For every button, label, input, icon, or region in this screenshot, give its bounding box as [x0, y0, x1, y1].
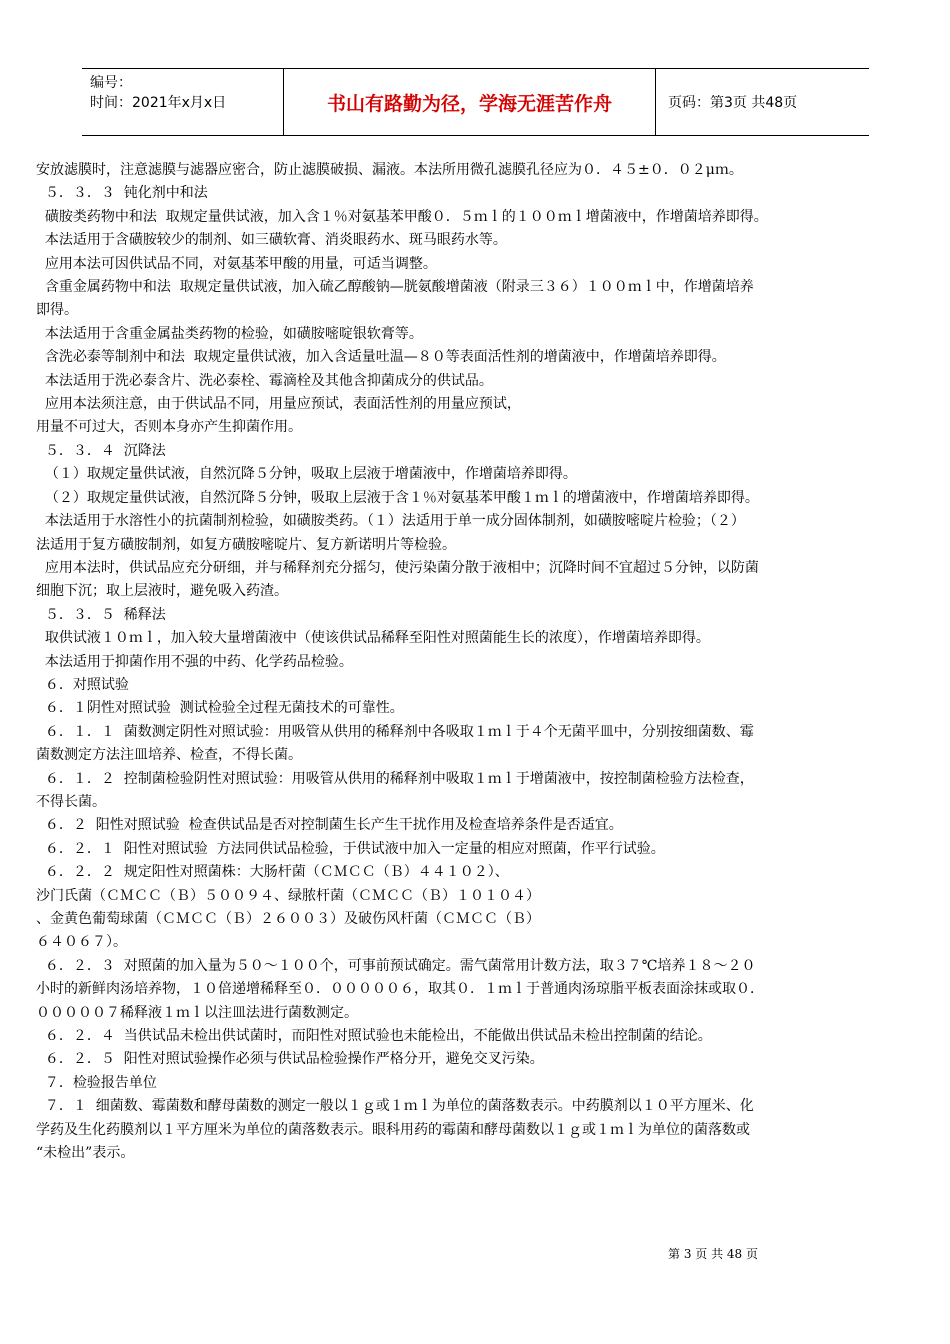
text-line: 沙门氏菌（ＣＭＣＣ（Ｂ）５００９４、绿脓杆菌（ＣＭＣＣ（Ｂ）１０１０４） [36, 887, 540, 904]
header-info-cell [82, 69, 284, 135]
text-line: 安放滤膜时，注意滤膜与滤器应密合，防止滤膜破损、漏液。本法所用微孔滤膜孔径应为０．４５±０．０２μｍ。 [36, 162, 743, 178]
page-header [82, 68, 869, 136]
text-line: ６４０６７）。 [36, 934, 127, 951]
text-line: ７．１ 细菌数、霉菌数和酵母菌数的测定一般以１ｇ或１ｍｌ为单位的菌落数表示。中药膜剂以１０平方厘米、化 [36, 1098, 754, 1115]
text-line: 本法适用于含重金属盐类药物的检验，如磺胺嘧啶银软膏等。 [36, 325, 423, 342]
text-line: 取供试液１０ｍｌ，加入较大量增菌液中（使该供试品稀释至阳性对照菌能生长的浓度），作增菌培养即得。 [36, 630, 710, 647]
text-line: ６．２ 阳性对照试验 检查供试品是否对控制菌生长产生干扰作用及检查培养条件是否适宜。 [36, 817, 623, 834]
text-line: “未检出”表示。 [36, 1145, 135, 1162]
text-line: 本法适用于抑菌作用不强的中药、化学药品检验。 [36, 653, 353, 670]
text-line: ６．２．１ 阳性对照试验 方法同供试品检验，于供试液中加入一定量的相应对照菌，作平行试验。 [36, 840, 665, 857]
text-line: 磺胺类药物中和法 取规定量供试液，加入含１％对氨基苯甲酸０．５ｍｌ的１００ｍｌ增菌液中，作增菌培养即得。 [36, 208, 768, 225]
text-line: 本法适用于含磺胺较少的制剂、如三磺软膏、消炎眼药水、斑马眼药水等。 [36, 232, 507, 249]
text-line: ６．对照试验 [36, 676, 129, 693]
text-line: 即得。 [36, 302, 78, 319]
text-line: 学药及生化药膜剂以１平方厘米为单位的菌落数表示。眼科用药的霉菌和酵母菌数以１ｇ或１ｍｌ为单位的菌落数或 [36, 1121, 750, 1138]
text-line: ６．１．２ 控制菌检验阴性对照试验：用吸管从供用的稀释剂中吸取１ｍｌ于增菌液中，按控制菌检验方法检查， [36, 770, 754, 787]
document-date: 时间：2021年x月x日 [90, 95, 227, 111]
text-line: ６．２．４ 当供试品未检出供试菌时，而阳性对照试验也未能检出，不能做出供试品未检出控制菌的结论。 [36, 1028, 712, 1045]
document-number: 编号： [90, 75, 132, 91]
text-line: 含重金属药物中和法 取规定量供试液，加入硫乙醇酸钠—胱氨酸增菌液（附录三３６）１００ｍｌ中，作增菌培养 [36, 279, 754, 296]
text-line: ６．２．３ 对照菌的加入量为５０～１００个，可事前预试确定。需气菌常用计数方法，取３７℃培养１８～２０ [36, 957, 756, 974]
text-line: ７．检验报告单位 [36, 1074, 157, 1091]
text-line: 用量不可过大，否则本身亦产生抑菌作用。 [36, 419, 302, 436]
text-line: （２）取规定量供试液，自然沉降５分钟，吸取上层液于含１％对氨基苯甲酸１ｍｌ的增菌液中，作增菌培养即得。 [36, 489, 759, 506]
text-line: 、金黄色葡萄球菌（ＣＭＣＣ（Ｂ）２６００３）及破伤风杆菌（ＣＭＣＣ（Ｂ） [36, 911, 540, 927]
page-footer: 第 3 页 共 48 页 [668, 1247, 758, 1261]
text-line: ６．２．２ 规定阳性对照菌株：大肠杆菌（ＣＭＣＣ（Ｂ）４４１０２）、 [36, 864, 509, 881]
text-line: 小时的新鲜肉汤培养物，１０倍递增稀释至０．０００００６，取其０．１ｍｌ于普通肉汤琼脂平板表面涂抹或取０． [36, 981, 764, 998]
text-line: （１）取规定量供试液，自然沉降５分钟，吸取上层液于增菌液中，作增菌培养即得。 [36, 466, 577, 483]
text-line: 菌数测定方法注皿培养、检查，不得长菌。 [36, 747, 302, 764]
header-page-number: 页码：第3页 共48页 [668, 95, 798, 111]
text-line: ５．３．３ 钝化剂中和法 [36, 185, 208, 202]
header-motto: 书山有路勤为径，学海无涯苦作舟 [284, 69, 656, 135]
text-line: 本法适用于洗必泰含片、洗必泰栓、霉滴栓及其他含抑菌成分的供试品。 [36, 372, 493, 389]
text-line: ５．３．４ 沉降法 [36, 442, 166, 459]
text-line: 不得长菌。 [36, 793, 106, 810]
text-line: ６．１．１ 菌数测定阴性对照试验：用吸管从供用的稀释剂中各吸取１ｍｌ于４个无菌平皿中，分别按细菌数、霉 [36, 723, 754, 740]
text-line: 含洗必泰等制剂中和法 取规定量供试液，加入含适量吐温—８０等表面活性剂的增菌液中，作增菌培养即得。 [36, 349, 726, 366]
text-line: ６．２．５ 阳性对照试验操作必须与供试品检验操作严格分开，避免交叉污染。 [36, 1051, 544, 1068]
document-body [36, 159, 916, 1165]
text-line: 应用本法可因供试品不同，对氨基苯甲酸的用量，可适当调整。 [36, 255, 437, 272]
text-line: 细胞下沉；取上层液时，避免吸入药渣。 [36, 583, 288, 600]
text-line: 应用本法须注意，由于供试品不同，用量应预试，表面活性剂的用量应预试， [36, 396, 521, 413]
text-line: 应用本法时，供试品应充分研细，并与稀释剂充分摇匀，使污染菌分散于液相中；沉降时间不宜超过５分钟，以防菌 [36, 559, 759, 576]
text-line: ６．１阴性对照试验 测试检验全过程无菌技术的可靠性。 [36, 700, 404, 717]
text-line: ５．３．５ 稀释法 [36, 606, 166, 623]
text-line: 法适用于复方磺胺制剂，如复方磺胺嘧啶片、复方新诺明片等检验。 [36, 536, 456, 553]
text-line: 本法适用于水溶性小的抗菌制剂检验，如磺胺类药。（１）法适用于单一成分固体制剂，如磺胺嘧啶片检验；（２） [36, 513, 745, 530]
text-line: ０００００７稀释液１ｍｌ以注皿法进行菌数测定。 [36, 1004, 358, 1021]
